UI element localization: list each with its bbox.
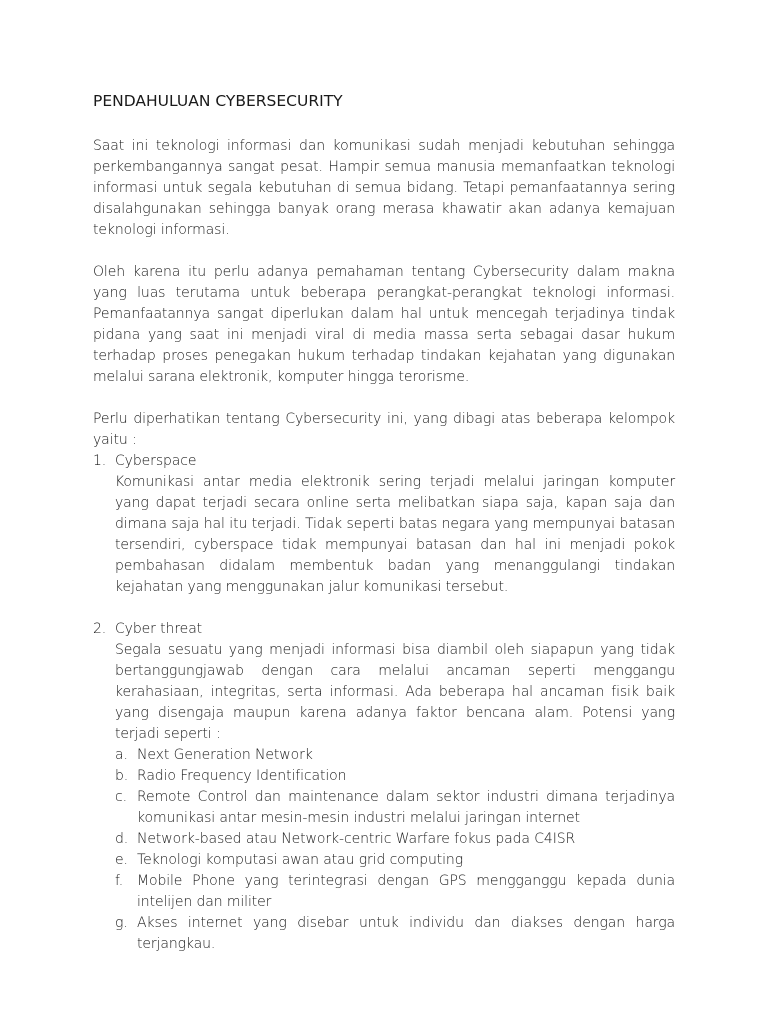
sublist-item [115, 850, 675, 871]
sublist-text: Radio Frequency Identification [137, 768, 347, 784]
list-number: 1. [93, 453, 107, 469]
paragraph-intro: Saat ini teknologi informasi dan komunikasi sudah menjadi kebutuhan sehingga perkembangannya sangat pesat. Hampir semua manusia memanfaatkan teknologi informasi untuk segala kebutuhan di semua bidang. Tetapi pemanfaatannya sering disalahgunakan sehingga banyak orang merasa khawatir akan adanya kemajuan teknologi informasi. [93, 138, 675, 238]
sublist-item [115, 766, 675, 787]
list-item-body: Komunikasi antar media elektronik sering terjadi melalui jaringan komputer yang dapat terjadi secara online serta melibatkan siapa saja, kapan saja dan dimana saja hal itu terjadi. Tidak seperti batas negara yang mempunyai batasan tersendiri, cyberspace tidak mempunyai batasan dan hal ini menjadi pokok pembahasan didalam membentuk badan yang menanggulangi tindakan kejahatan yang menggunakan jalur komunikasi tersebut. [115, 474, 675, 595]
sublist-letter: c. [115, 789, 127, 805]
paragraph-groups-intro: Perlu diperhatikan tentang Cybersecurity ini, yang dibagi atas beberapa kelompok yaitu : [93, 411, 675, 448]
list-item-body: Segala sesuatu yang menjadi informasi bisa diambil oleh siapapun yang tidak bertanggungjawab dengan cara melalui ancaman seperti menggangu kerahasiaan, integritas, serta informasi. Ada beberapa hal ancaman fisik baik yang disengaja maupun karena adanya faktor bencana alam. Potensi yang terjadi seperti : [115, 642, 675, 742]
sublist-text: Akses internet yang disebar untuk individu dan diakses dengan harga terjangkau. [137, 915, 675, 952]
paragraph-understanding: Oleh karena itu perlu adanya pemahaman tentang Cybersecurity dalam makna yang luas terutama untuk beberapa perangkat-perangkat teknologi informasi. Pemanfaatannya sangat diperlukan dalam hal untuk mencegah terjadinya tindak pidana yang saat ini menjadi viral di media massa serta sebagai dasar hukum terhadap proses penegakan hukum terhadap tindakan kejahatan yang digunakan melalui sarana elektronik, komputer hingga terorisme. [93, 264, 675, 385]
sublist-letter: g. [115, 915, 128, 931]
sublist-item [115, 913, 675, 955]
sublist-letter: d. [115, 831, 129, 847]
sublist-letter: a. [115, 747, 128, 763]
sublist-letter: e. [115, 852, 128, 868]
sublist-letter: b. [115, 768, 129, 784]
sublist-item [115, 871, 675, 913]
sublist-text: Network-based atau Network-centric Warfare fokus pada C4ISR [137, 831, 576, 847]
list-number: 2. [93, 621, 107, 637]
sublist-text: Mobile Phone yang terintegrasi dengan GPS mengganggu kepada dunia intelijen dan militer [137, 873, 675, 910]
list-item-cyberspace [93, 451, 675, 598]
threat-sublist [115, 745, 675, 955]
sublist-item [115, 745, 675, 766]
sublist-letter: f. [115, 873, 124, 889]
list-item-cyber-threat [93, 619, 675, 955]
document-page [93, 84, 675, 955]
document-title: PENDAHULUAN CYBERSECURITY [93, 92, 343, 110]
sublist-text: Next Generation Network [137, 747, 313, 763]
list-item-heading: Cyber threat [115, 621, 203, 637]
sublist-item [115, 829, 675, 850]
list-item-heading: Cyberspace [115, 453, 197, 469]
sublist-text: Teknologi komputasi awan atau grid computing [137, 852, 464, 868]
sublist-text: Remote Control dan maintenance dalam sektor industri dimana terjadinya komunikasi antar mesin-mesin industri melalui jaringan internet [137, 789, 675, 826]
sublist-item [115, 787, 675, 829]
